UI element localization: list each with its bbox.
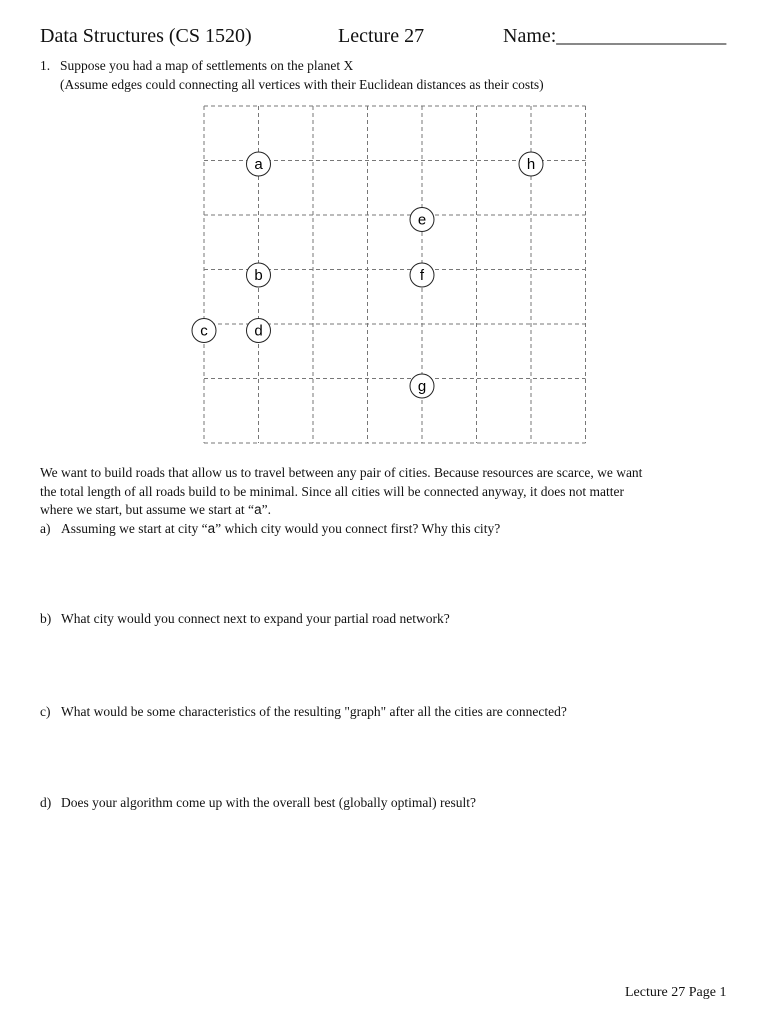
city-node-label: h <box>526 156 536 173</box>
page-footer: Lecture 27 Page 1 <box>625 985 727 1000</box>
city-node-a <box>247 152 271 176</box>
intro-line1: We want to build roads that allow us to travel between any pair of cities. Because resources are scarce, we want <box>40 465 643 480</box>
intro-start-city: a <box>254 502 262 517</box>
name-field-label: Name:_________________ <box>503 25 727 47</box>
question-d-label: d) <box>40 795 52 810</box>
intro-line3-pre: where we start, but assume we start at “ <box>40 502 255 517</box>
city-node-label: g <box>417 378 427 395</box>
city-node-label: a <box>254 156 263 173</box>
question-a-post: ” which city would you connect first? Why this city? <box>215 521 501 536</box>
city-node-b <box>247 263 271 287</box>
settlement-map <box>190 100 600 450</box>
city-node-h <box>519 152 543 176</box>
question-b-label: b) <box>40 611 52 626</box>
city-node-c <box>192 319 216 343</box>
question-a-label: a) <box>40 521 51 536</box>
city-node-label: b <box>254 267 263 284</box>
question-d-text: Does your algorithm come up with the overall best (globally optimal) result? <box>61 795 477 810</box>
city-node-f <box>410 263 434 287</box>
question-a-text <box>61 521 500 537</box>
lecture-number: Lecture 27 <box>338 25 425 47</box>
question-number: 1. <box>40 58 51 73</box>
intro-line3 <box>40 502 271 518</box>
question-b-text: What city would you connect next to expand your partial road network? <box>61 611 450 626</box>
question1-line2: (Assume edges could connecting all vertices with their Euclidean distances as their costs) <box>60 77 544 92</box>
city-node-label: d <box>254 322 263 340</box>
question-a-city: a <box>207 521 216 536</box>
city-node-e <box>410 208 434 232</box>
intro-line3-post: ”. <box>261 502 271 517</box>
city-node-d <box>247 319 271 343</box>
city-node-g <box>410 374 434 398</box>
city-node-label: c <box>200 322 208 340</box>
city-node-label: f <box>419 267 425 284</box>
question-a-pre: Assuming we start at city “ <box>61 521 208 536</box>
city-node-label: e <box>417 211 427 229</box>
intro-line2: the total length of all roads build to be minimal. Since all cities will be connected anyway, it does not matter <box>40 484 624 499</box>
question1-line1: Suppose you had a map of settlements on the planet X <box>60 58 354 73</box>
question-c-text: What would be some characteristics of the resulting "graph" after all the cities are connected? <box>61 704 567 719</box>
course-title: Data Structures (CS 1520) <box>40 25 252 47</box>
question-c-label: c) <box>40 704 51 719</box>
